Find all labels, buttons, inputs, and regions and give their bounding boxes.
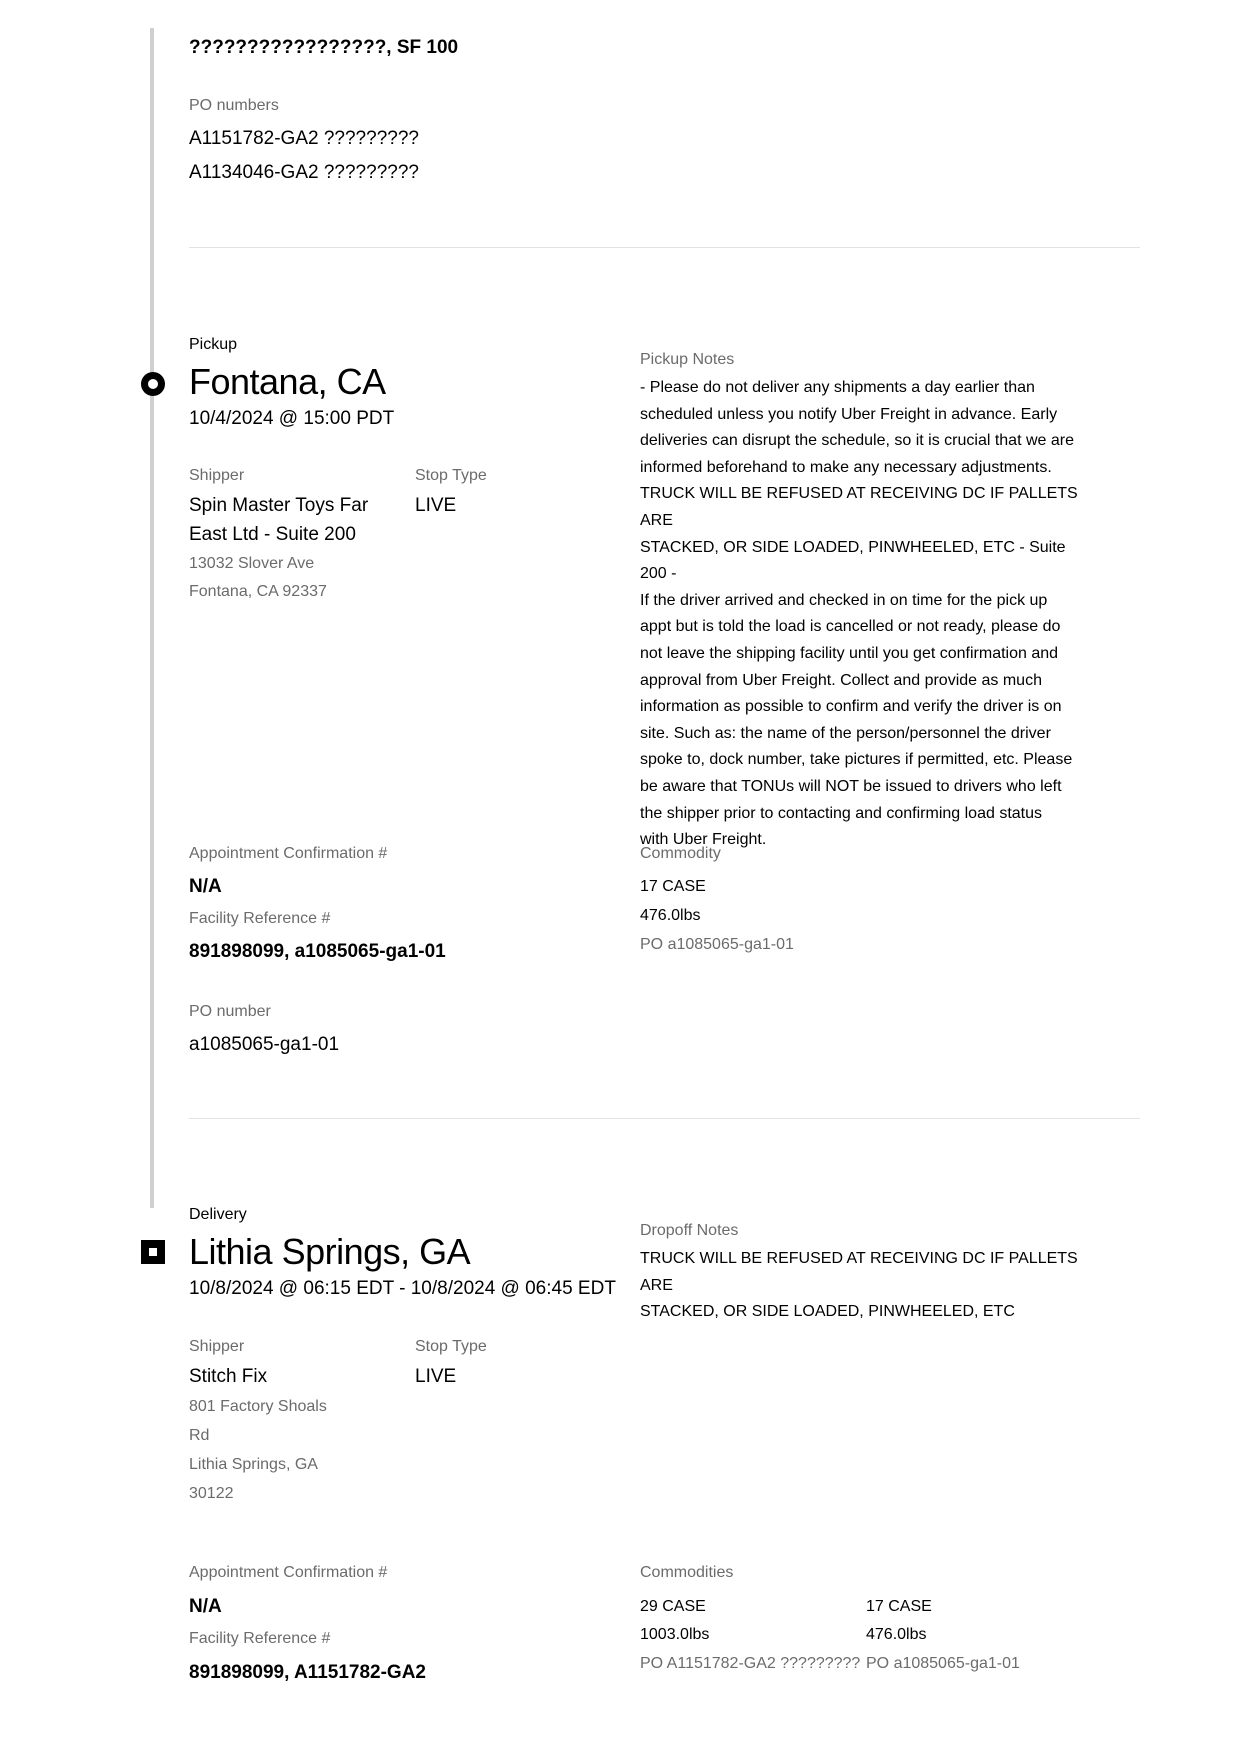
notes-line: STACKED, OR SIDE LOADED, PINWHEELED, ETC	[640, 1303, 1015, 1321]
commodity-po: PO A1151782-GA2 ?????????	[640, 1655, 861, 1672]
dropoff-notes-label: Dropoff Notes	[640, 1222, 739, 1239]
shipper-address: 13032 Slover Ave	[189, 555, 315, 572]
notes-line: spoke to, dock number, take pictures if permitted, etc. Please	[640, 751, 1073, 769]
section-divider	[189, 1118, 1140, 1119]
shipper-address: 801 Factory Shoals	[189, 1398, 327, 1415]
pickup-datetime: 10/4/2024 @ 15:00 PDT	[189, 408, 395, 429]
commodity-weight: 1003.0lbs	[640, 1626, 710, 1643]
appointment-confirmation-label: Appointment Confirmation #	[189, 845, 388, 862]
notes-line: scheduled unless you notify Uber Freight in advance. Early	[640, 405, 1058, 423]
delivery-datetime: 10/8/2024 @ 06:15 EDT - 10/8/2024 @ 06:45 EDT	[189, 1278, 616, 1299]
shipper-name: East Ltd - Suite 200	[189, 524, 356, 545]
appointment-confirmation-value: N/A	[189, 876, 222, 897]
notes-line: site. Such as: the name of the person/personnel the driver	[640, 724, 1051, 742]
commodity-count: 17 CASE	[866, 1598, 932, 1615]
commodity-weight: 476.0lbs	[640, 907, 701, 924]
shipper-label: Shipper	[189, 467, 245, 484]
notes-line: deliveries can disrupt the schedule, so it is crucial that we are	[640, 432, 1074, 450]
notes-line: information as possible to confirm and verify the driver is on	[640, 698, 1062, 716]
shipper-address: Lithia Springs, GA	[189, 1456, 318, 1473]
pickup-notes-label: Pickup Notes	[640, 351, 735, 368]
commodity-po: PO a1085065-ga1-01	[866, 1655, 1020, 1672]
pickup-marker-icon	[141, 372, 165, 396]
commodity-label: Commodity	[640, 845, 721, 862]
facility-reference-label: Facility Reference #	[189, 1630, 331, 1647]
po-number-label: PO number	[189, 1003, 271, 1020]
notes-line: informed beforehand to make any necessary adjustments.	[640, 458, 1052, 476]
pickup-notes	[640, 375, 1090, 854]
facility-reference-value: 891898099, A1151782-GA2	[189, 1662, 426, 1683]
notes-line: appt but is told the load is cancelled or not ready, please do	[640, 618, 1061, 636]
section-divider	[189, 247, 1140, 248]
shipper-name: Stitch Fix	[189, 1366, 268, 1387]
notes-line: be aware that TONUs will NOT be issued to drivers who left	[640, 777, 1062, 795]
appointment-confirmation-value: N/A	[189, 1596, 222, 1617]
appointment-confirmation-label: Appointment Confirmation #	[189, 1564, 388, 1581]
shipper-label: Shipper	[189, 1338, 245, 1355]
delivery-city: Lithia Springs, GA	[189, 1231, 471, 1272]
po-numbers-label: PO numbers	[189, 97, 279, 114]
stop-kind-label: Pickup	[189, 336, 238, 353]
notes-line: TRUCK WILL BE REFUSED AT RECEIVING DC IF PALLETS ARE	[640, 1250, 1078, 1294]
facility-reference-label: Facility Reference #	[189, 910, 331, 927]
notes-line: STACKED, OR SIDE LOADED, PINWHEELED, ETC - Suite 200 -	[640, 538, 1066, 583]
shipper-name: Spin Master Toys Far	[189, 495, 369, 516]
po-number-item: A1134046-GA2 ?????????	[189, 162, 419, 183]
stop-type-label: Stop Type	[415, 467, 487, 484]
notes-line: the shipper prior to contacting and confirming load status	[640, 804, 1043, 822]
stop-type-value: LIVE	[415, 495, 457, 516]
po-number-value: a1085065-ga1-01	[189, 1034, 340, 1055]
shipper-address: 30122	[189, 1485, 234, 1502]
timeline-line	[150, 28, 154, 1208]
notes-line: If the driver arrived and checked in on time for the pick up	[640, 591, 1048, 609]
stop-type-value: LIVE	[415, 1366, 457, 1387]
shipper-address: Fontana, CA 92337	[189, 583, 327, 600]
stop-kind-label: Delivery	[189, 1206, 247, 1223]
notes-line: TRUCK WILL BE REFUSED AT RECEIVING DC IF PALLETS ARE	[640, 485, 1078, 529]
commodity-count: 29 CASE	[640, 1598, 706, 1615]
notes-line: not leave the shipping facility until you get confirmation and	[640, 644, 1059, 662]
commodity-po: PO a1085065-ga1-01	[640, 936, 794, 953]
commodities-label: Commodities	[640, 1564, 734, 1581]
company-line: ?????????????????, SF 100	[189, 37, 459, 58]
pickup-city: Fontana, CA	[189, 361, 386, 402]
po-number-item: A1151782-GA2 ?????????	[189, 128, 419, 149]
commodity-weight: 476.0lbs	[866, 1626, 927, 1643]
delivery-marker-icon	[141, 1240, 165, 1264]
commodity-count: 17 CASE	[640, 878, 706, 895]
notes-line: approval from Uber Freight. Collect and provide as much	[640, 671, 1042, 689]
shipper-address: Rd	[189, 1427, 210, 1444]
stop-type-label: Stop Type	[415, 1338, 487, 1355]
notes-line: - Please do not deliver any shipments a day earlier than	[640, 379, 1035, 396]
facility-reference-value: 891898099, a1085065-ga1-01	[189, 941, 446, 962]
dropoff-notes	[640, 1246, 1090, 1326]
notes-line: with Uber Freight.	[640, 831, 767, 849]
